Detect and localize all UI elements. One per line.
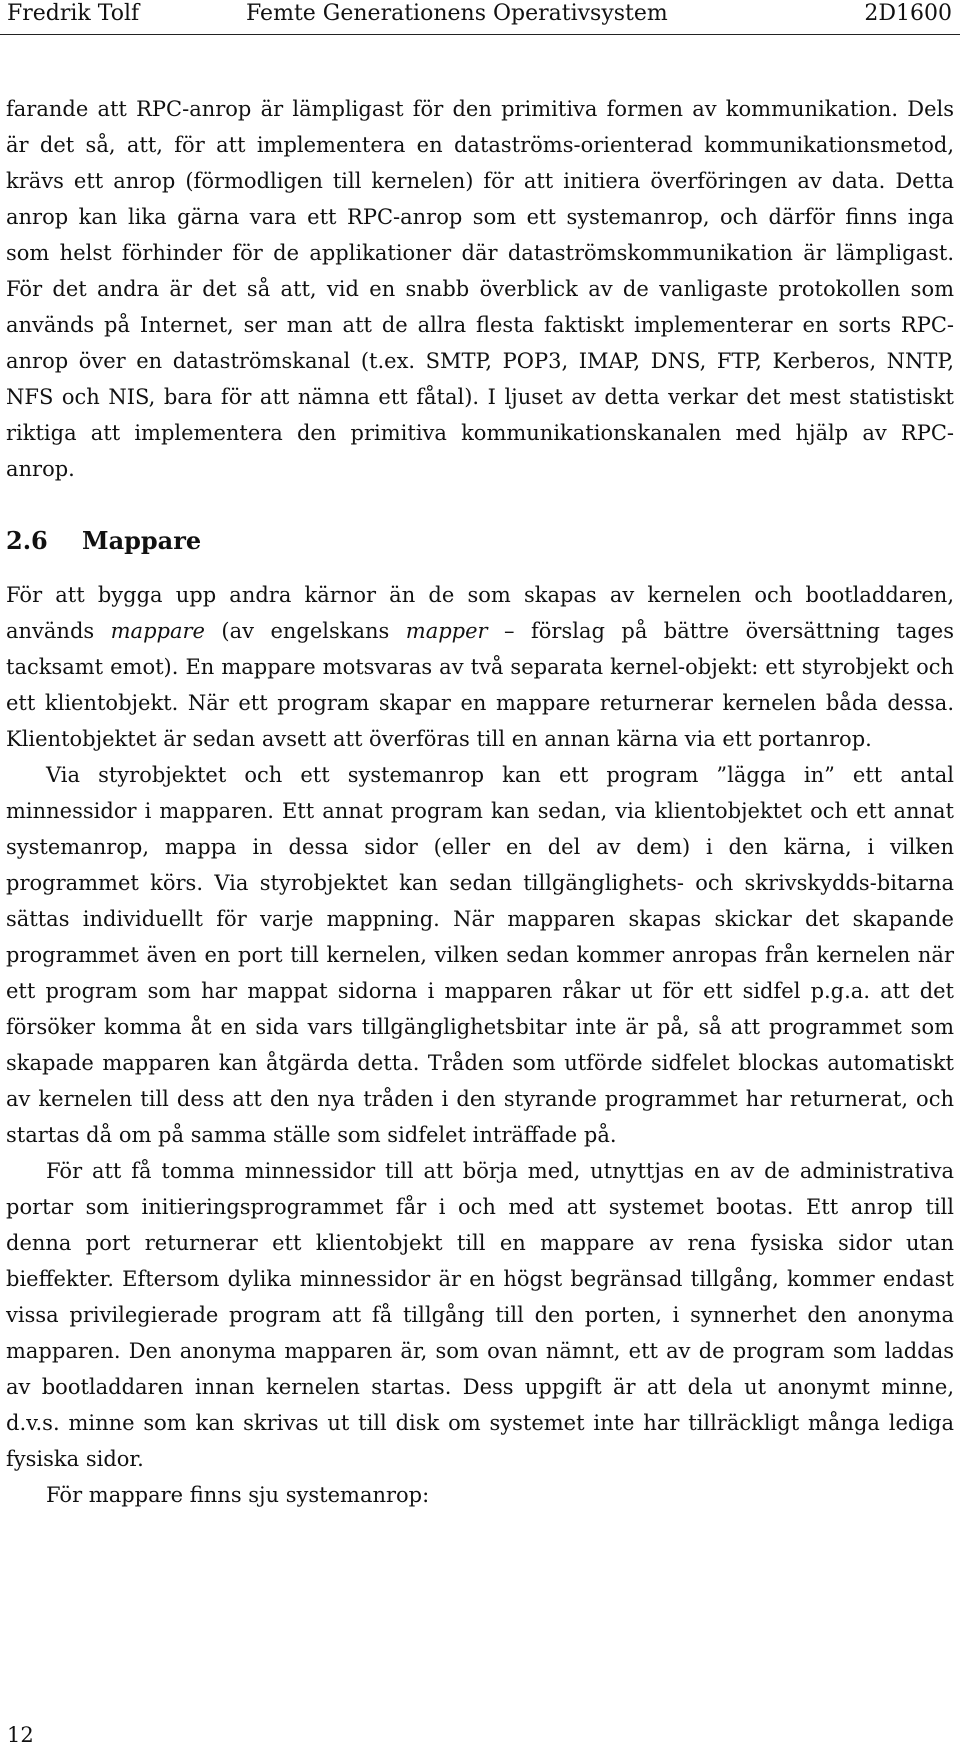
section-paragraph-4: För mappare finns sju systemanrop: [46,1483,430,1507]
header-course-code: 2D1600 [864,1,952,26]
paragraph-text: (av engelskans [204,619,406,643]
italic-term-mappare: mappare [110,619,205,643]
section-heading [6,523,954,559]
running-header [0,0,960,27]
intro-paragraph: farande att RPC-anrop är lämpligast för den primitiva formen av kommunikation. Dels är det så, att, för att implementera en dataströms-orienterad kommunikationsmetod, krävs ett anrop (förmodligen till kernelen) för att initiera överföringen av data. Detta anrop kan lika gärna vara ett RPC-anrop som ett systemanrop, och därför finns inga som helst förhinder för de applikationer där dataströmskommunikation är lämpligast. För det andra är det så att, vid en snabb överblick av de vanligaste protokollen som används på Internet, ser man att de allra flesta faktiskt implementerar en sorts RPC-anrop över en dataströmskanal (t.ex. SMTP, POP3, IMAP, DNS, FTP, Kerberos, NNTP, NFS och NIS, bara för att nämna ett fåtal). I ljuset av detta verkar det mest statistiskt riktiga att implementera den primitiva kommunikationskanalen med hjälp av RPC-anrop. [6,97,954,481]
paragraph-text: – förslag på bättre översättning tages tacksamt emot). En mappare motsvaras av två separata kernel-objekt: ett styrobjekt och ett klientobjekt. När ett program skapar en mappare returnerar kernelen båda dessa. Klientobjektet är sedan avsett att överföras till en annan kärna via ett portanrop. [6,619,954,751]
section-number: 2.6 [6,526,48,555]
body-text [6,91,954,1513]
header-rule [0,34,960,35]
italic-term-mapper: mapper [405,619,488,643]
header-title: Femte Generationens Operativsystem [246,1,668,26]
paragraph-text: För att bygga upp andra kärnor än de som skapas av kernelen och bootladdaren, används [6,583,954,643]
page-number: 12 [7,1723,34,1747]
section-title: Mappare [82,526,202,555]
section-paragraph-2: Via styrobjektet och ett systemanrop kan ett program ”lägga in” ett antal minnessidor i mapparen. Ett annat program kan sedan, via klientobjektet och ett annat systemanrop, mappa in dessa sidor (eller en del av dem) i den kärna, i vilken programmet körs. Via styrobjektet kan sedan tillgänglighets- och skrivskydds-bitarna sättas individuellt för varje mappning. När mapparen skapas skickar det skapande programmet även en port till kernelen, vilken sedan kommer anropas från kernelen när ett program som har mappat sidorna i mapparen råkar ut för ett sidfel p.g.a. att det försöker komma åt en sida vars tillgänglighetsbitar inte är på, så att programmet som skapade mapparen kan åtgärda detta. Tråden som utförde sidfelet blockas automatiskt av kernelen till dess att den nya tråden i den styrande programmet har returnerat, och startas då om på samma ställe som sidfelet inträffade på. [6,763,954,1147]
section-paragraph-3: För att få tomma minnessidor till att börja med, utnyttjas en av de administrativa portar som initieringsprogrammet får i och med att systemet bootas. Ett anrop till denna port returnerar ett klientobjekt till en mappare av rena fysiska sidor utan bieffekter. Eftersom dylika minnessidor är en högst begränsad tillgång, kommer endast vissa privilegierade program att få tillgång till den porten, i synnerhet den anonyma mapparen. Den anonyma mapparen är, som ovan nämnt, ett av de program som laddas av bootladdaren innan kernelen startas. Dess uppgift är att dela ut anonymt minne, d.v.s. minne som kan skrivas ut till disk om systemet inte har tillräckligt många lediga fysiska sidor. [6,1159,954,1471]
section-paragraph-1 [6,577,954,757]
header-author: Fredrik Tolf [7,1,140,26]
